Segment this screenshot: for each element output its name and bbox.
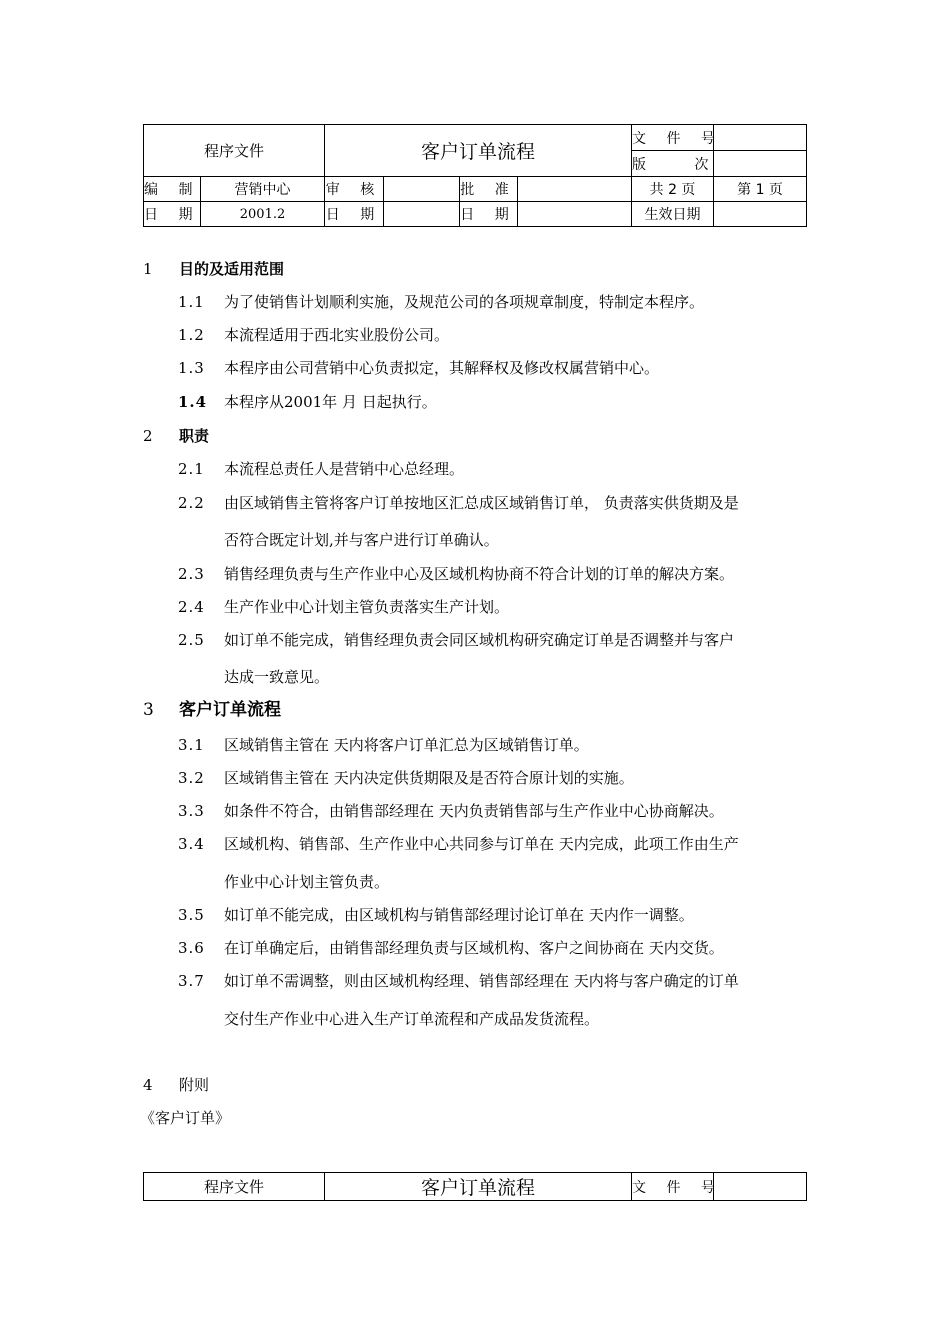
item-text: 区域销售主管在 天内决定供货期限及是否符合原计划的实施。 [224, 769, 634, 787]
approve-date-label: 日 期 [460, 202, 518, 227]
effective-date-label: 生效日期 [632, 202, 714, 227]
section-number: 2 [143, 427, 153, 445]
item-text: 本流程适用于西北实业股份公司。 [224, 326, 450, 344]
file-no-label: 文 件 号 [632, 125, 714, 151]
item-number: 2.2 [178, 494, 205, 512]
file-no-label: 文 件 号 [632, 1173, 714, 1201]
item-number: 1.1 [178, 293, 205, 311]
item-number: 1.3 [178, 359, 205, 377]
item-text: 如订单不能完成，销售经理负责会同区域机构研究确定订单是否调整并与客户 [224, 631, 735, 649]
item-text: 区域机构、销售部、生产作业中心共同参与订单在 天内完成，此项工作由生产 [224, 835, 739, 853]
doc-title-cell: 客户订单流程 [325, 1173, 632, 1201]
item-text: 如订单不能完成，由区域机构与销售部经理讨论订单在 天内作一调整。 [224, 906, 694, 924]
section-title: 目的及适用范围 [179, 260, 285, 278]
approver-label: 批 准 [460, 177, 518, 202]
section-number: 3 [143, 700, 154, 720]
section-number: 1 [143, 260, 153, 278]
item-text-continued: 交付生产作业中心进入生产订单流程和产成品发货流程。 [224, 1010, 600, 1028]
doc-title-cell: 客户订单流程 [325, 125, 632, 177]
section-title: 职责 [179, 427, 210, 445]
item-number: 3.5 [178, 906, 205, 924]
item-number: 2.4 [178, 598, 205, 616]
item-number: 3.3 [178, 802, 205, 820]
review-date-label: 日 期 [325, 202, 384, 227]
doc-type-cell: 程序文件 [144, 125, 325, 177]
date-value: 2001.2 [201, 202, 325, 227]
doc-type-cell: 程序文件 [144, 1173, 325, 1201]
item-number: 3.1 [178, 736, 205, 754]
compiler-label: 编 制 [144, 177, 201, 202]
reviewer-label: 审 核 [325, 177, 384, 202]
item-text: 在订单确定后，由销售部经理负责与区域机构、客户之间协商在 天内交货。 [224, 939, 724, 957]
approve-date-value [518, 202, 632, 227]
item-text-continued: 否符合既定计划,并与客户进行订单确认。 [224, 531, 499, 549]
version-label: 版 次 [632, 151, 714, 177]
item-number: 3.6 [178, 939, 205, 957]
item-text: 本流程总责任人是营销中心总经理。 [224, 460, 465, 478]
item-number: 2.5 [178, 631, 205, 649]
file-no-value [714, 125, 807, 151]
item-text: 如条件不符合，由销售部经理在 天内负责销售部与生产作业中心协商解决。 [224, 802, 724, 820]
item-text: 本程序从2001年 月 日起执行。 [224, 393, 437, 411]
page-number: 第 1 页 [714, 177, 807, 202]
reviewer-value [384, 177, 460, 202]
appendix-heading [143, 1075, 210, 1095]
review-date-value [384, 202, 460, 227]
effective-date-value [714, 202, 807, 227]
section-title: 客户订单流程 [179, 700, 281, 720]
compiler-value: 营销中心 [201, 177, 325, 202]
date-label: 日 期 [144, 202, 201, 227]
item-text: 本程序由公司营销中心负责拟定，其解释权及修改权属营销中心。 [224, 359, 660, 377]
item-text: 为了使销售计划顺利实施，及规范公司的各项规章制度，特制定本程序。 [224, 293, 705, 311]
item-number: 2.1 [178, 460, 205, 478]
document-header-table [143, 124, 807, 227]
item-text-continued: 作业中心计划主管负责。 [224, 873, 390, 891]
item-text: 生产作业中心计划主管负责落实生产计划。 [224, 598, 510, 616]
item-number: 1.2 [178, 326, 205, 344]
appendix-number: 4 [143, 1076, 153, 1094]
item-number: 3.4 [178, 835, 205, 853]
appendix-reference: 《客户订单》 [140, 1109, 231, 1127]
item-text: 由区域销售主管将客户订单按地区汇总成区域销售订单， 负责落实供货期及是 [224, 494, 739, 512]
item-text: 区域销售主管在 天内将客户订单汇总为区域销售订单。 [224, 736, 589, 754]
item-number: 2.3 [178, 565, 205, 583]
file-no-value [714, 1173, 807, 1201]
item-number: 3.7 [178, 972, 205, 990]
approver-value [518, 177, 632, 202]
item-number: 1.4 [178, 393, 208, 411]
item-text: 如订单不需调整，则由区域机构经理、销售部经理在 天内将与客户确定的订单 [224, 972, 739, 990]
item-number: 3.2 [178, 769, 205, 787]
item-text-continued: 达成一致意见。 [224, 668, 330, 686]
appendix-title: 附则 [179, 1076, 210, 1094]
item-text: 销售经理负责与生产作业中心及区域机构协商不符合计划的订单的解决方案。 [224, 565, 735, 583]
total-pages: 共 2 页 [632, 177, 714, 202]
next-page-header-table [143, 1172, 807, 1201]
